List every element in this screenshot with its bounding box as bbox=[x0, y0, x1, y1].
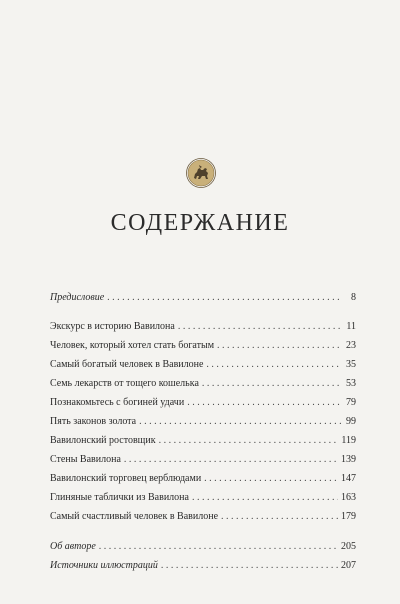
dot-leader bbox=[99, 540, 338, 554]
page-title: СОДЕРЖАНИЕ bbox=[110, 210, 290, 236]
toc-entry-title: Источники иллюстраций bbox=[50, 560, 158, 571]
toc-page-number: 163 bbox=[341, 492, 356, 503]
dot-leader bbox=[178, 320, 341, 334]
toc-entry-title: Экскурс в историю Вавилона bbox=[50, 321, 175, 332]
toc-page-number: 147 bbox=[341, 473, 356, 484]
dot-leader bbox=[187, 396, 341, 410]
toc-entry-title: Стены Вавилона bbox=[50, 454, 121, 465]
dot-leader bbox=[202, 377, 341, 391]
toc-page-number: 139 bbox=[341, 454, 356, 465]
toc-entry bbox=[50, 540, 356, 554]
dot-leader bbox=[107, 291, 341, 305]
dot-leader bbox=[124, 453, 338, 467]
toc-entry bbox=[50, 491, 356, 505]
dot-leader bbox=[192, 491, 338, 505]
toc-entry-title: Пять законов золота bbox=[50, 416, 137, 427]
toc-entry-title: Об авторе bbox=[50, 541, 96, 552]
toc-page-number: 207 bbox=[341, 560, 356, 571]
toc-entry bbox=[50, 434, 356, 448]
toc-entry bbox=[50, 320, 356, 334]
dot-leader bbox=[161, 559, 338, 573]
toc-entry bbox=[50, 510, 356, 524]
dot-leader bbox=[217, 339, 341, 353]
toc-entry-title: Самый счастливый человек в Вавилоне bbox=[50, 511, 219, 522]
lion-medallion-icon bbox=[186, 158, 216, 188]
toc-entry bbox=[50, 396, 356, 410]
toc-entry-title: Вавилонский ростовщик bbox=[50, 435, 156, 446]
toc-entry-title: Семь лекарств от тощего кошелька bbox=[50, 378, 199, 389]
toc-entry-title: Познакомьтесь с богиней удачи bbox=[50, 397, 185, 408]
toc-entry bbox=[50, 415, 356, 429]
dot-leader bbox=[206, 358, 341, 372]
toc-page-number: 35 bbox=[346, 359, 356, 370]
toc-page-number: 119 bbox=[341, 435, 356, 446]
dot-leader bbox=[139, 415, 341, 429]
toc-page-number: 8 bbox=[351, 292, 356, 303]
toc-entry bbox=[50, 291, 356, 305]
dot-leader bbox=[221, 510, 338, 524]
toc-page-number: 53 bbox=[346, 378, 356, 389]
toc-page-number: 23 bbox=[346, 340, 356, 351]
toc-entry bbox=[50, 358, 356, 372]
toc-entry bbox=[50, 472, 356, 486]
toc-page-number: 205 bbox=[341, 541, 356, 552]
toc-page-number: 11 bbox=[346, 321, 356, 332]
toc-page-number: 79 bbox=[346, 397, 356, 408]
toc-entry bbox=[50, 339, 356, 353]
toc-page-number: 99 bbox=[346, 416, 356, 427]
toc-entry bbox=[50, 559, 356, 573]
toc-entry-title: Человек, который хотел стать богатым bbox=[50, 340, 215, 351]
toc-entry bbox=[50, 453, 356, 467]
dot-leader bbox=[204, 472, 338, 486]
toc-entry bbox=[50, 377, 356, 391]
dot-leader bbox=[159, 434, 339, 448]
toc-entry-title: Глиняные таблички из Вавилона bbox=[50, 492, 189, 503]
toc-page-number: 179 bbox=[341, 511, 356, 522]
toc-entry-title: Вавилонский торговец верблюдами bbox=[50, 473, 202, 484]
toc-entry-title: Предисловие bbox=[50, 292, 105, 303]
toc-entry-title: Самый богатый человек в Вавилоне bbox=[50, 359, 204, 370]
